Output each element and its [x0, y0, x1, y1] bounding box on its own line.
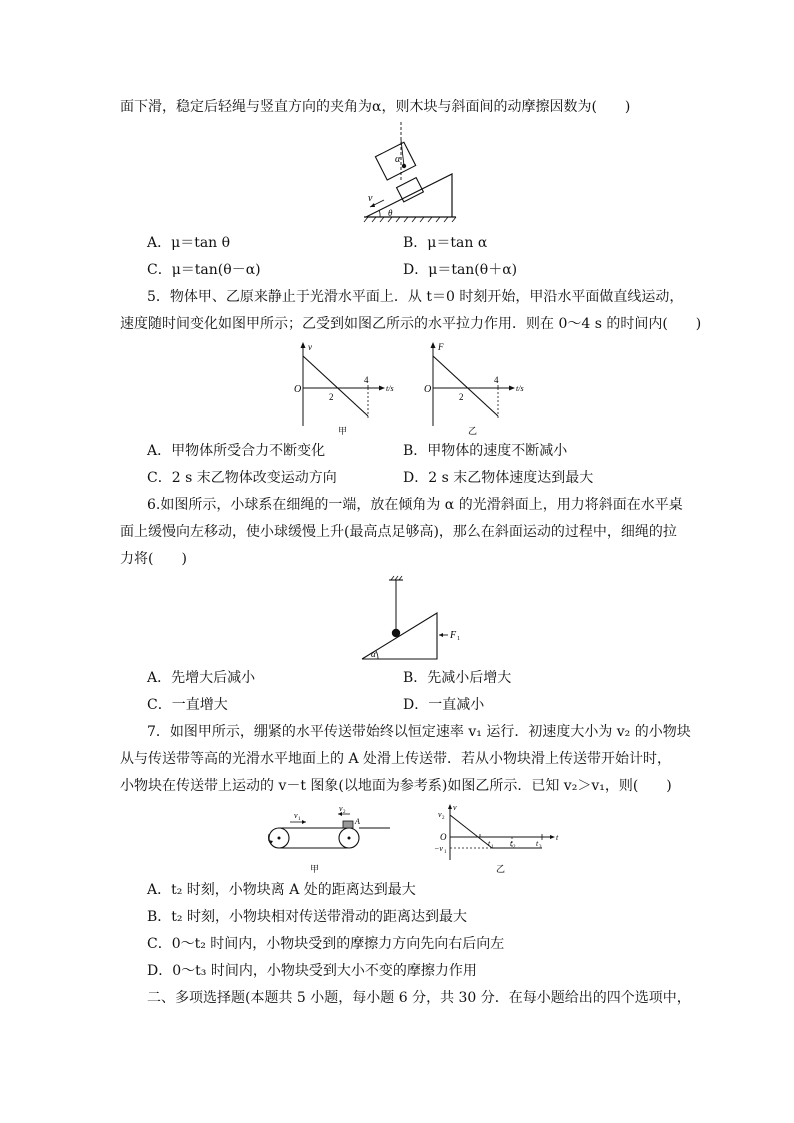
q7-yi-origin: O: [440, 832, 447, 842]
q5-option-c: C．2 s 末乙物体改变运动方向: [147, 470, 337, 486]
q6-option-c: C．一直增大: [147, 697, 228, 713]
q7-block: [343, 821, 353, 828]
q7-figure-yi: [432, 800, 562, 880]
q5-yi-caption: 乙: [468, 426, 478, 436]
q4-ball: [402, 164, 406, 168]
q7-jia-v2-sub: 2: [343, 810, 346, 815]
q4-theta-arc: [379, 210, 380, 217]
q5-jia-y-label: v: [308, 342, 312, 352]
q4-option-c: C．μ＝tan(θ－α): [147, 262, 261, 278]
q5-jia-tick-4: 4: [364, 375, 369, 385]
q6-alpha-arc: [376, 651, 378, 659]
q5-yi-tick-4: 4: [494, 375, 499, 385]
q7-yi-t3-sub: 3: [539, 845, 542, 850]
q7-option-d: D．0～t₃ 时间内，小物块受到大小不变的摩擦力作用: [147, 963, 477, 979]
q5-yi-origin: O: [424, 384, 432, 395]
q6-stem-line-2: 面上缓慢向左移动，使小球缓慢上升(最高点足够高)，那么在斜面运动的过程中，细绳的拉: [120, 524, 677, 540]
q5-jia-line: [303, 356, 368, 416]
q7-yi-t1-sub: 1: [491, 845, 494, 850]
q4-figure: [360, 120, 460, 228]
q7-option-c: C．0～t₂ 时间内，小物块受到的摩擦力方向先向右后向左: [147, 936, 505, 952]
q7-jia-v2: v: [339, 804, 343, 813]
q6-option-b: B．先减小后增大: [403, 670, 512, 686]
q7-stem-line-2: 从与传送带等高的光滑水平地面上的 A 处滑上传送带．若从小物块滑上传送带开始计时，: [120, 751, 672, 767]
q5-yi-tick-2: 2: [459, 392, 464, 402]
q6-option-a: A．先增大后减小: [147, 670, 256, 686]
q5-jia-caption: 甲: [338, 426, 348, 436]
q6-option-d: D．一直减小: [403, 697, 485, 713]
q6-force-label: F: [450, 630, 457, 641]
q5-jia-x-label: t/s: [386, 384, 394, 393]
q4-stem: 面下滑，稳定后轻绳与竖直方向的夹角为α，则木块与斜面间的动摩擦因数为( ): [120, 99, 631, 115]
q7-jia-v1-sub: 1: [298, 817, 301, 822]
q6-figure: [358, 574, 478, 668]
q4-ground-hatch: [364, 217, 456, 222]
q5-graph-yi: [420, 338, 530, 442]
q7-stem-line-1: 7．如图甲所示，绷紧的水平传送带始终以恒定速率 v₁ 运行．初速度大小为 v₂ 的小物块: [147, 724, 691, 740]
q7-yi-v2: v: [438, 810, 442, 819]
q5-option-b: B．甲物体的速度不断减小: [403, 443, 568, 459]
q7-yi-neg-v1: −v: [434, 844, 443, 853]
q4-option-d: D．μ＝tan(θ＋α): [403, 262, 518, 278]
q7-figure-jia: [262, 800, 397, 880]
q7-yi-v-label: v: [453, 803, 457, 812]
q7-yi-t-label: t: [556, 833, 559, 842]
q7-yi-t1: t: [488, 839, 491, 848]
section2-heading: 二、多项选择题(本题共 5 小题，每小题 6 分，共 30 分．在每小题给出的四个选项中，: [147, 990, 691, 1006]
q7-yi-caption: 乙: [496, 864, 506, 874]
q4-theta-label: θ: [388, 208, 393, 218]
q7-yi-neg-v1-sub: 1: [444, 850, 447, 855]
q7-yi-t2: t: [510, 839, 513, 848]
q7-option-a: A．t₂ 时刻，小物块离 A 处的距离达到最大: [147, 882, 416, 898]
q7-stem-line-3: 小物块在传送带上运动的 v－t 图象(以地面为参考系)如图乙所示．已知 v₂＞v₁，则( ): [120, 778, 672, 794]
q7-yi-slope: [450, 815, 492, 848]
q4-v-label: v: [368, 193, 373, 204]
q5-jia-tick-2: 2: [329, 392, 334, 402]
q6-stem-line-1: 6.如图所示，小球系在细绳的一端，放在倾角为 α 的光滑斜面上，用力将斜面在水平桌: [147, 497, 683, 513]
q7-yi-v2-sub: 2: [442, 816, 445, 821]
q7-yi-t2-sub: 2: [513, 845, 516, 850]
q5-yi-line: [433, 356, 498, 416]
q6-force-sub: 1: [457, 636, 460, 642]
q7-jia-v1: v: [294, 811, 298, 820]
q4-alpha-label: α: [395, 154, 401, 165]
q5-yi-x-label: t/s: [516, 384, 524, 393]
q7-jia-a-label: A: [355, 817, 360, 826]
q6-stem-line-3: 力将( ): [120, 551, 187, 567]
q7-option-b: B．t₂ 时刻，小物块相对传送带滑动的距离达到最大: [147, 909, 467, 925]
q7-jia-caption: 甲: [310, 864, 320, 874]
q5-graph-jia: [290, 338, 400, 442]
q5-option-d: D．2 s 末乙物体速度达到最大: [403, 470, 594, 486]
q4-option-a: A．μ＝tan θ: [147, 235, 231, 251]
q6-alpha-label: α: [371, 649, 376, 659]
q5-stem-line-1: 5．物体甲、乙原来静止于光滑水平面上．从 t＝0 时刻开始，甲沿水平面做直线运动，: [147, 289, 684, 305]
q5-yi-y-label: F: [438, 342, 444, 352]
q4-option-b: B．μ＝tan α: [403, 235, 488, 251]
q5-option-a: A．甲物体所受合力不断变化: [147, 443, 326, 459]
q5-stem-line-2: 速度随时间变化如图甲所示；乙受到如图乙所示的水平拉力作用．则在 0～4 s 的时间内( ): [120, 316, 702, 332]
q7-yi-t3: t: [536, 839, 539, 848]
q5-jia-origin: O: [294, 384, 302, 395]
